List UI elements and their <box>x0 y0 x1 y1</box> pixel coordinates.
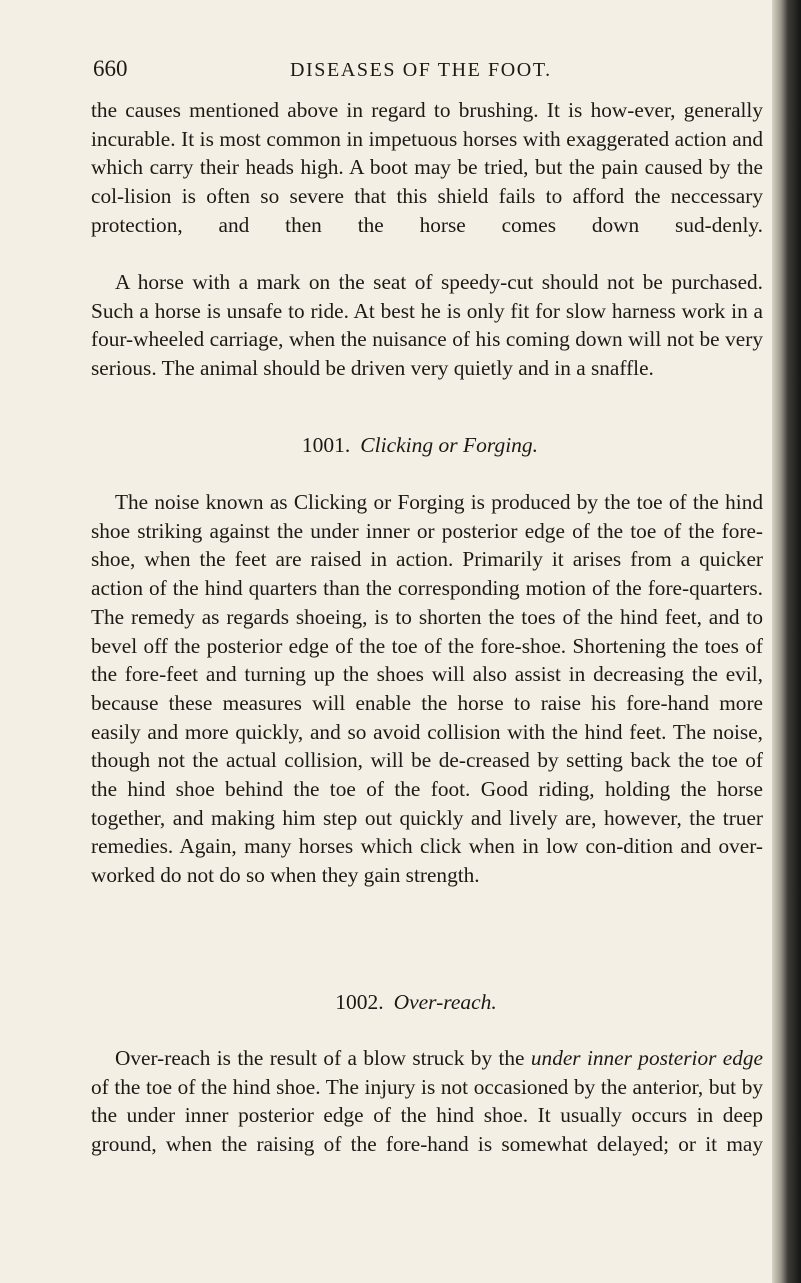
paragraph-over-reach <box>91 1044 763 1159</box>
running-title: DISEASES OF THE FOOT. <box>290 59 552 81</box>
paragraph-speedy-cut: A horse with a mark on the seat of speedy-cut should not be purchased. Such a horse is unsafe to ride. At best he is only fit for slow harness work in a four-wheeled carriage, when the nuisance of his coming down will not be very serious. The animal should be driven very quietly and in a snaffle. <box>91 270 763 381</box>
section-title: Over-reach. <box>393 990 497 1014</box>
page-header <box>93 56 763 90</box>
paragraph-text: of the toe of the hind shoe. The injury is not occasioned by the anterior, but by the under inner posterior edge of the hind shoe. It usually occurs in deep ground, when the raising of the fore-hand is somewhat delayed; or it may <box>91 1074 763 1157</box>
section-title: Clicking or Forging. <box>360 433 539 457</box>
paragraph-text: Over-reach is the result of a blow struck by the <box>115 1046 525 1070</box>
section-heading-1002 <box>0 990 772 1015</box>
emphasized-text: under inner posterior edge <box>530 1046 763 1070</box>
page-number: 660 <box>93 56 128 81</box>
paragraph-clicking: The noise known as Clicking or Forging is produced by the toe of the hind shoe striking against the under inner or posterior edge of the toe of the fore-shoe, when the feet are raised in action. Primarily it arises from a quicker action of the hind quarters than the corresponding motion of the fore-quarters. The remedy as regards shoeing, is to shorten the toes of the hind feet, and to bevel off the posterior edge of the toe of the fore-shoe. Shortening the toes of the fore-feet and turning up the shoes will also assist in decreasing the evil, because these measures will enable the horse to raise his fore-hand more easily and more quickly, and so avoid collision with the hind feet. The noise, though not the actual collision, will be de-creased by setting back the toe of the hind shoe behind the toe of the foot. Good riding, holding the horse together, and making him step out quickly and lively are, however, the truer remedies. Again, many horses which click when in low con-dition and over-worked do not do so when they gain strength. <box>91 490 763 888</box>
paragraph-brushing-end: the causes mentioned above in regard to brushing. It is how-ever, generally incurable. It is most common in impetuous horses with exaggerated action and which carry their heads high. A boot may be tried, but the pain caused by the col-lision is often so severe that this shield fails to afford the neccessary protection, and then the horse comes down sud-denly. <box>91 98 763 237</box>
page-binding-edge <box>772 0 801 1283</box>
section-number: 1002. <box>335 990 384 1014</box>
section-heading-1001 <box>0 433 772 458</box>
section-number: 1001. <box>301 433 351 457</box>
